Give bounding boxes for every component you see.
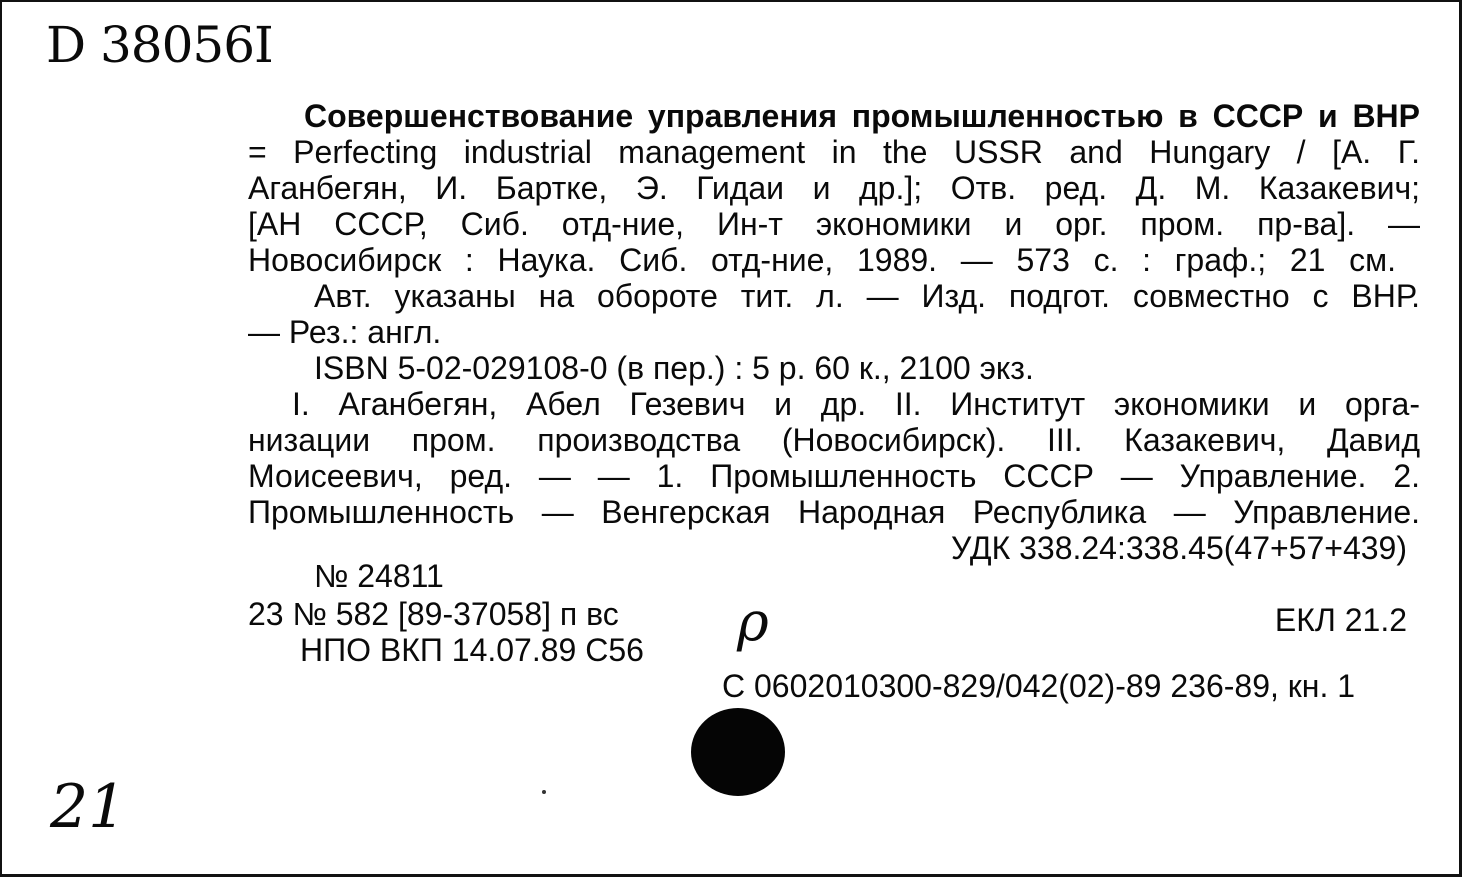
record-number: № 24811: [314, 558, 444, 594]
tracing-line-4: Промышленность — Венгерская Народная Республика — Управление.: [248, 494, 1420, 530]
udk-classification: УДК 338.24:338.45(47+57+439): [951, 530, 1407, 566]
ekl-code: ЕКЛ 21.2: [1274, 602, 1407, 638]
note-line-2: — Рез.: англ.: [248, 314, 442, 350]
call-number: D 38056I: [46, 16, 273, 74]
speck: [542, 790, 546, 794]
note-line-1: Авт. указаны на обороте тит. л. — Изд. подгот. совместно с ВНР.: [314, 278, 1420, 314]
punch-hole: [691, 708, 785, 796]
code-line: С 0602010300-829/042(02)-89 236-89, кн. 1: [722, 668, 1356, 704]
tracing-line-3: Моисеевич, ред. — — 1. Промышленность СССР — Управление. 2.: [248, 458, 1420, 494]
body-line-2: = Perfecting industrial management in the USSR and Hungary / [А. Г.: [248, 134, 1420, 170]
title-line: Совершенствование управления промышленностью в СССР и ВНР: [304, 98, 1420, 134]
body-line-4: [АН СССР, Сиб. отд-ние, Ин-т экономики и орг. пром. пр-ва]. —: [248, 206, 1420, 242]
handwritten-number: 21: [50, 772, 127, 842]
tracing-line-2: низации пром. производства (Новосибирск). III. Казакевич, Давид: [248, 422, 1420, 458]
tracing-line-1: I. Аганбегян, Абел Гезевич и др. II. Институт экономики и орга-: [292, 386, 1421, 422]
handwritten-mark: ρ: [737, 590, 769, 653]
body-line-5: Новосибирск : Наука. Сиб. отд-ние, 1989. — 573 с. : граф.; 21 см.: [248, 242, 1396, 278]
order-line: 23 № 582 [89-37058] п вс: [248, 596, 619, 632]
isbn-line: ISBN 5-02-029108-0 (в пер.) : 5 р. 60 к., 2100 экз.: [314, 350, 1034, 386]
body-line-3: Аганбегян, И. Бартке, Э. Гидаи и др.]; Отв. ред. Д. М. Казакевич;: [248, 170, 1420, 206]
npo-line: НПО ВКП 14.07.89 С56: [300, 632, 644, 668]
